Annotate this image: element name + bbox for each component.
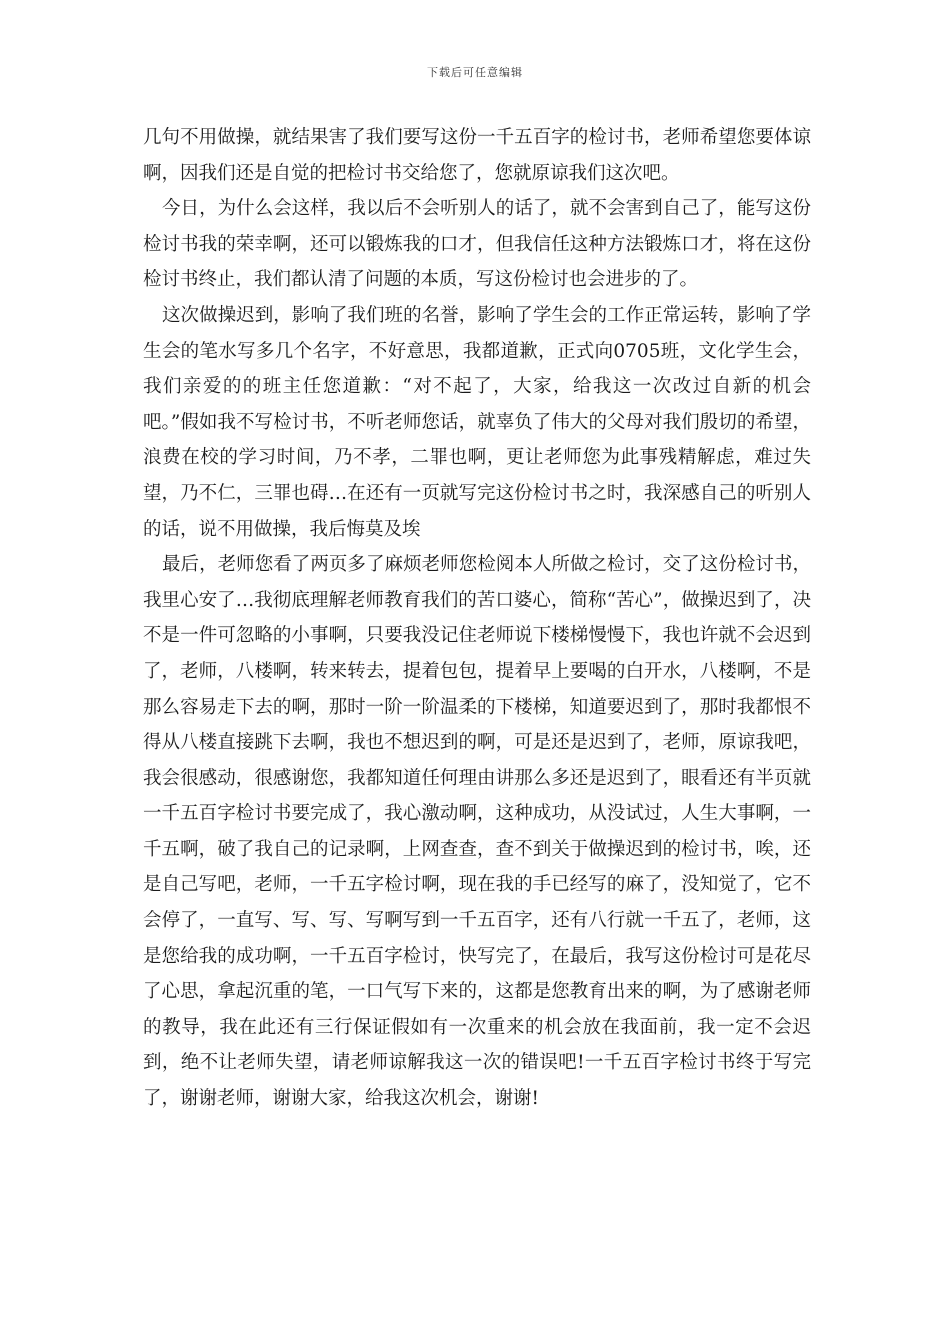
page-header: 下载后可任意编辑 bbox=[427, 66, 523, 79]
paragraph-2: 今日，为什么会这样，我以后不会听别人的话了，就不会害到自己了，能写这份检讨书我的荣幸啊，还可以锻炼我的口才，但我信任这种方法锻炼口才，将在这份检讨书终止，我们都认清了问题的本质，写这份检讨也会进步的了。 bbox=[143, 198, 811, 291]
paragraph-4: 最后，老师您看了两页多了麻烦老师您检阅本人所做之检讨，交了这份检讨书，我里心安了…我彻底理解老师教育我们的苦口婆心，简称“苦心”，做操迟到了，决不是一件可忽略的小事啊，只要我没记住老师说下楼梯慢慢下，我也许就不会迟到了，老师，八楼啊，转来转去，提着包包，提着早上要喝的白开水，八楼啊，不是那么容易走下去的啊，那时一阶一阶温柔的下楼梯，知道要迟到了，那时我都恨不得从八楼直接跳下去啊，我也不想迟到的啊，可是还是迟到了，老师，原谅我吧，我会很感动，很感谢您，我都知道任何理由讲那么多还是迟到了，眼看还有半页就一千五百字检讨书要完成了，我心激动啊，这种成功，从没试过，人生大事啊，一千五啊，破了我自己的记录啊，上网查查，查不到关于做操迟到的检讨书，唉，还是自己写吧，老师，一千五字检讨啊，现在我的手已经写的麻了，没知觉了，它不会停了，一直写、写、写、写啊写到一千五百字，还有八行就一千五了，老师，这是您给我的成功啊，一千五百字检讨，快写完了，在最后，我写这份检讨可是花尽了心思，拿起沉重的笔，一口气写下来的，这都是您教育出来的啊，为了感谢老师的教导，我在此还有三行保证假如有一次重来的机会放在我面前，我一定不会迟到，绝不让老师失望，请老师谅解我这一次的错误吧!一千五百字检讨书终于写完了，谢谢老师，谢谢大家，给我这次机会，谢谢! bbox=[143, 554, 811, 1110]
paragraph-3: 这次做操迟到，影响了我们班的名誉，影响了学生会的工作正常运转，影响了学生会的笔水写多几个名字，不好意思，我都道歉，正式向0705班，文化学生会，我们亲爱的的班主任您道歉：“对不起了，大家，给我这一次改过自新的机会吧。”假如我不写检讨书，不听老师您话，就辜负了伟大的父母对我们殷切的希望，浪费在校的学习时间，乃不孝，二罪也啊，更让老师您为此事残精解虑，难过失望，乃不仁，三罪也碍…在还有一页就写完这份检讨书之时，我深感自己的听别人的话，说不用做操，我后悔莫及埃 bbox=[143, 304, 811, 540]
paragraph-1: 几句不用做操，就结果害了我们要写这份一千五百字的检讨书，老师希望您要体谅啊，因我们还是自觉的把检讨书交给您了，您就原谅我们这次吧。 bbox=[143, 127, 811, 184]
document-body bbox=[143, 120, 811, 1117]
